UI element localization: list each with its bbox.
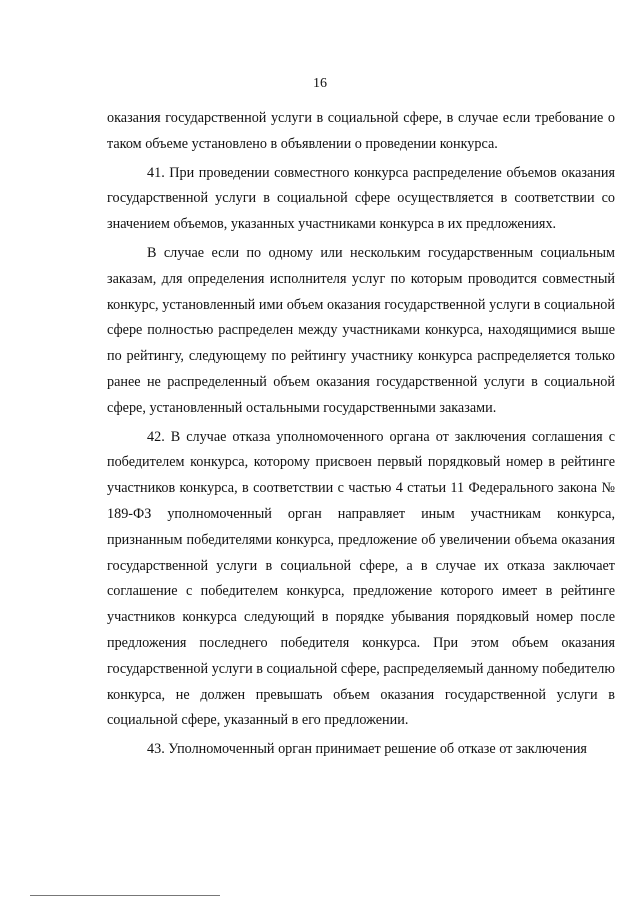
page-number: 16	[313, 76, 327, 91]
footer-divider	[30, 895, 220, 896]
paragraph-42: 42. В случае отказа уполномоченного органа от заключения соглашения с победителем конкурса, которому присвоен первый порядковый номер в рейтинге участников конкурса, в соответствии с частью 4 статьи 11 Федерального закона № 189-ФЗ уполномоченный орган направляет иным участникам конкурса, признанным победителями конкурса, предложение об увеличении объема оказания государственной услуги в социальной сфере, а в случае их отказа заключает соглашение с победителем конкурса, предложение которого имеет в рейтинге участников конкурса следующий в порядке убывания порядковый номер после предложения последнего победителя конкурса. При этом объем оказания государственной услуги в социальной сфере, распределяемый данному победителю конкурса, не должен превышать объем оказания государственной услуги в социальной сфере, указанный в его предложении.	[107, 428, 615, 729]
document-body	[107, 106, 615, 763]
paragraph-continuation: оказания государственной услуги в социальной сфере, в случае если требование о таком объеме установлено в объявлении о проведении конкурса.	[107, 110, 615, 152]
paragraph-41: 41. При проведении совместного конкурса распределение объемов оказания государственной услуги в социальной сфере осуществляется в соответствии со значением объемов, указанных участниками конкурса в их предложениях.	[107, 164, 615, 233]
paragraph-joint-contest: В случае если по одному или нескольким государственным социальным заказам, для определения исполнителя услуг по которым проводится совместный конкурс, установленный ими объем оказания государственной услуги в социальной сфере полностью распределен между участниками конкурса, находящимися выше по рейтингу, следующему по рейтингу участнику конкурса распределяется только ранее не распределенный объем оказания государственной услуги в социальной сфере, установленный остальными государственными заказами.	[107, 244, 615, 416]
paragraph-43: 43. Уполномоченный орган принимает решение об отказе от заключения	[147, 741, 587, 758]
